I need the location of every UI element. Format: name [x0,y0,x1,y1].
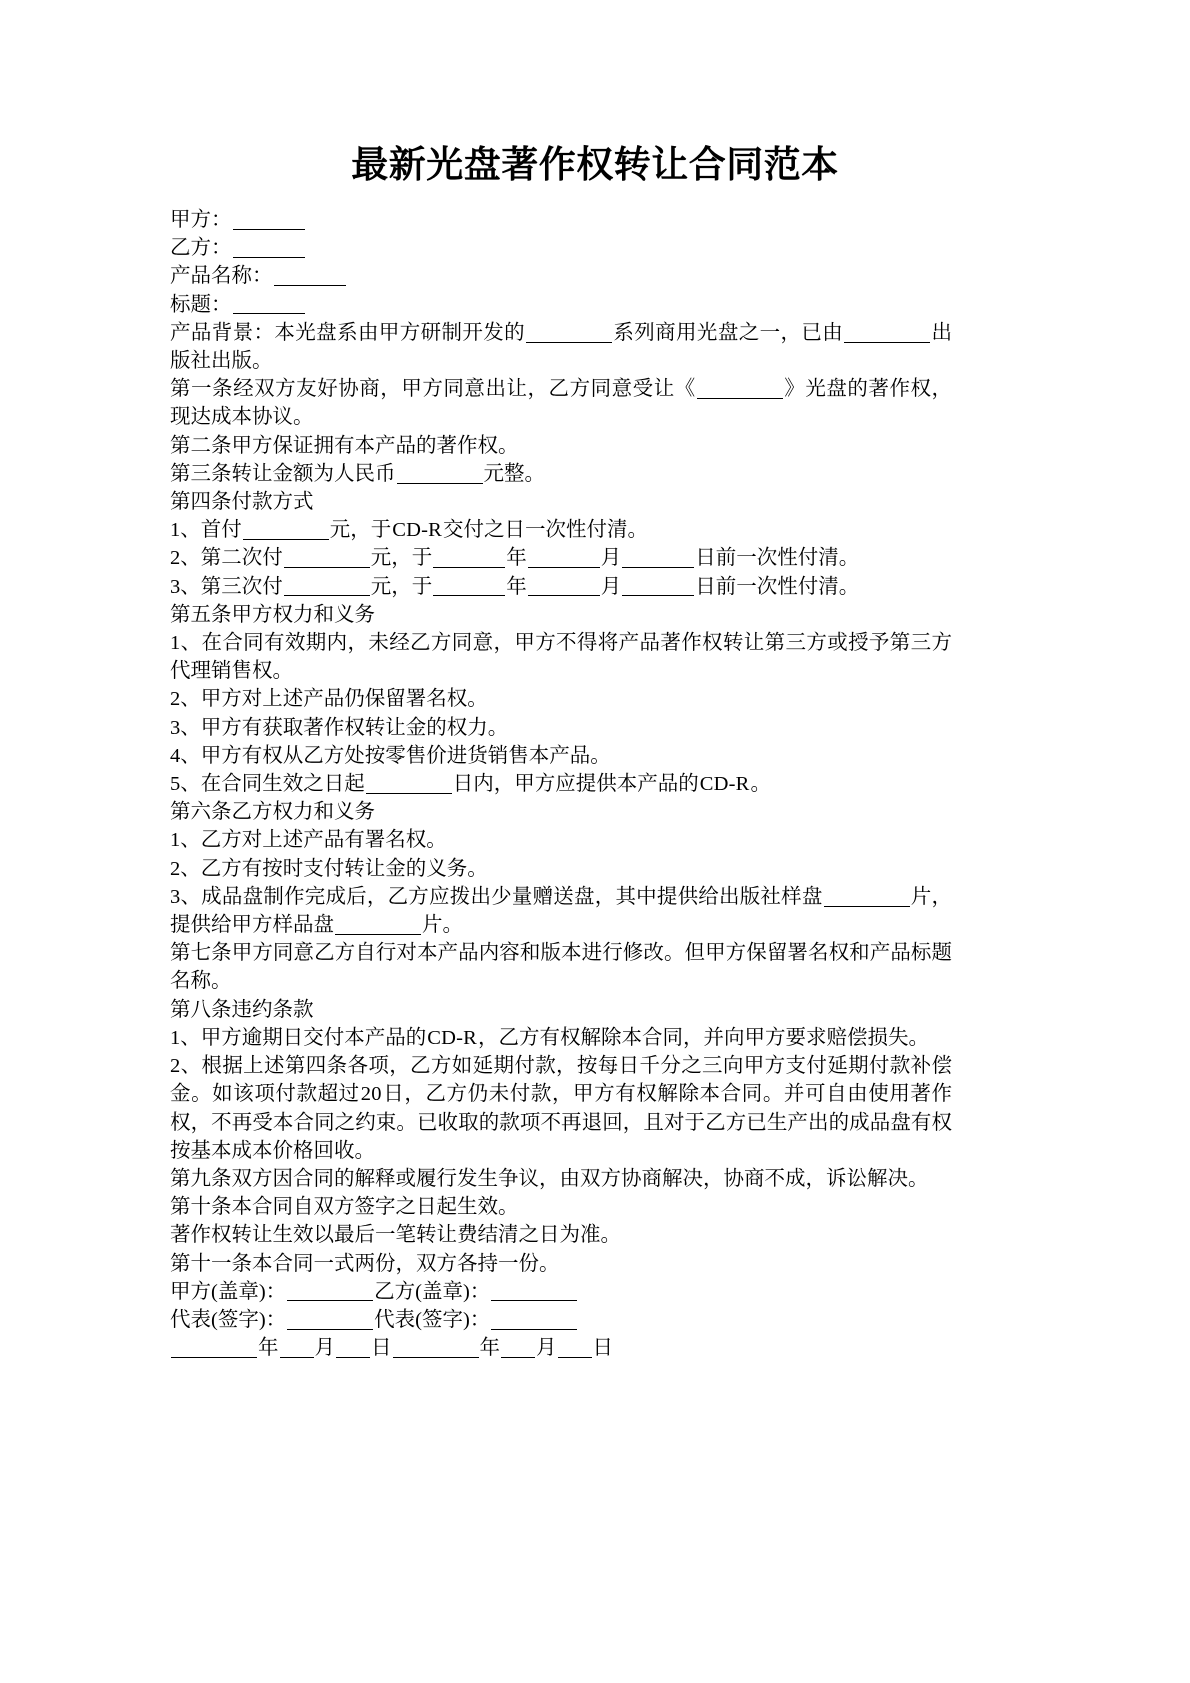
signature-party-b-date-year-blank[interactable] [393,1336,479,1358]
article-6-item-3-blank-publisher-samples[interactable] [824,885,910,907]
article-5-item-5-blank-days[interactable] [366,772,452,794]
article-8-item-1-text-2: ，乙方有权解除本合同，并向甲方要求赔偿损失。 [478,1026,930,1049]
signature-party-b-seal-label: 乙方(盖章)： [374,1280,491,1303]
field-party-a-blank[interactable] [233,208,305,230]
paragraph-article-5-item-2: 2、甲方对上述产品仍保留署名权。 [170,688,488,711]
signature-party-b-date-day-label: 日 [592,1337,613,1360]
signature-row-seal [170,1278,952,1306]
article-3-text-2: 元整。 [483,462,545,485]
signature-party-a-seal-blank[interactable] [287,1280,373,1302]
article-1-text-2: 》光盘的著作权，现达成本协议。 [170,378,953,429]
paragraph-article-9: 第九条双方因合同的解释或履行发生争议，由双方协商解决，协商不成，诉讼解决。 [170,1167,929,1190]
field-party-b-blank[interactable] [233,236,305,258]
cdr-label: CD-R [392,519,443,542]
background-text-1: 产品背景：本光盘系由甲方研制开发的 [170,321,526,344]
field-party-b [170,234,952,262]
article-4-item-3-blank-month[interactable] [528,575,600,597]
article-8-item-2-text-1: 2、根据上述第四条各项，乙方如延期付款，按每日千分之三向甲方支付延期付款补偿金。如该项付款超过 [170,1055,952,1106]
signature-party-a-date-year-blank[interactable] [171,1336,257,1358]
field-subject-title-blank[interactable] [233,293,305,315]
article-4-item-2-blank-year[interactable] [433,547,505,569]
heading-article-5: 第五条甲方权力和义务 [170,603,375,626]
article-3-text-1: 第三条转让金额为人民币 [170,462,396,485]
signature-party-b-rep-label: 代表(签字)： [374,1308,491,1331]
field-party-a-label: 甲方： [170,209,232,231]
article-4-item-1-text-1: 1、首付 [170,519,242,542]
article-4-item-2-text-3: 年 [506,547,527,570]
field-product-name-label: 产品名称： [170,265,273,288]
article-4-item-3-blank-year[interactable] [433,575,505,597]
field-subject-title [170,291,952,319]
signature-party-a-date-month-blank[interactable] [280,1336,314,1358]
article-6-item-3-blank-party-a-samples[interactable] [335,913,421,935]
signature-party-a-date-day-label: 日 [371,1337,392,1360]
article-4-item-1-blank-amount[interactable] [243,518,329,540]
article-6-item-3-text-2: 片，提供给甲方样品盘 [170,885,953,937]
paragraph-product-background [170,319,952,375]
paragraph-article-5-item-4: 4、甲方有权从乙方处按零售价进货销售本产品。 [170,744,611,767]
background-blank-series[interactable] [526,321,612,343]
signature-party-b-rep-blank[interactable] [491,1308,577,1330]
signature-party-b-date-month-blank[interactable] [501,1336,535,1358]
paragraph-article-6-item-2: 2、乙方有按时支付转让金的义务。 [170,857,488,880]
signature-row-date [170,1334,952,1362]
article-8-item-1-text-1: 1、甲方逾期日交付本产品的 [170,1026,427,1049]
article-4-item-2-text-5: 日前一次性付清。 [695,547,860,570]
heading-article-6: 第六条乙方权力和义务 [170,801,375,824]
paragraph-article-6-item-3 [170,883,952,939]
article-4-item-1-text-3: 交付之日一次性付清。 [443,519,649,542]
paragraph-article-5-item-5 [170,770,952,798]
signature-party-a-date-year-label: 年 [258,1337,279,1360]
field-product-name-blank[interactable] [274,265,346,287]
paragraph-article-7: 第七条甲方同意乙方自行对本产品内容和版本进行修改。但甲方保留署名权和产品标题名称。 [170,942,952,993]
article-4-item-3-text-4: 月 [600,575,622,598]
article-4-item-1-text-2: 元，于 [329,519,392,542]
article-5-item-5-text-1: 5、在合同生效之日起 [170,773,365,796]
article-4-item-2-blank-amount[interactable] [284,547,370,569]
field-party-b-label: 乙方： [170,237,232,260]
article-8-item-2-text-2: 日，乙方仍未付款，甲方有权解除本合同。并可自由使用著作权，不再受本合同之约束。已收取的款项不再退回，且对于乙方已生产出的成品盘有权按基本成本价格回收。 [170,1083,953,1162]
page-title: 最新光盘著作权转让合同范本 [351,145,839,186]
paragraph-article-3 [170,460,952,488]
paragraph-article-2: 第二条甲方保证拥有本产品的著作权。 [170,434,519,457]
article-1-blank-disc-name[interactable] [697,377,783,399]
paragraph-article-4-item-2 [170,544,952,572]
field-party-a [170,206,952,234]
article-5-item-5-text-2: 日内，甲方应提供本产品的 [452,773,699,796]
heading-article-4: 第四条付款方式 [170,491,314,514]
article-4-item-3-text-2: 元，于 [370,575,433,598]
paragraph-article-11: 第十一条本合同一式两份，双方各持一份。 [170,1252,560,1275]
signature-party-a-seal-label: 甲方(盖章)： [170,1280,287,1303]
article-4-item-3-text-3: 年 [506,575,527,598]
signature-party-a-rep-label: 代表(签字)： [170,1308,287,1331]
article-4-item-2-text-2: 元，于 [370,547,433,570]
paragraph-article-6-item-1: 1、乙方对上述产品有署名权。 [170,829,447,852]
cdr-label: CD-R [427,1026,478,1049]
signature-party-b-date-year-label: 年 [479,1337,500,1360]
paragraph-article-4-item-3 [170,573,952,601]
background-text-2: 系列商用光盘之一，已由 [613,321,844,344]
paragraph-article-10-note: 著作权转让生效以最后一笔转让费结清之日为准。 [170,1224,621,1247]
article-6-item-3-text-3: 片。 [422,914,463,937]
document-body [170,206,952,1362]
article-4-item-2-text-4: 月 [600,547,622,570]
paragraph-article-10: 第十条本合同自双方签字之日起生效。 [170,1196,519,1219]
signature-party-b-date-day-blank[interactable] [558,1336,592,1358]
signature-party-b-seal-blank[interactable] [491,1280,577,1302]
article-5-item-5-text-3: 。 [750,773,772,796]
article-4-item-2-blank-day[interactable] [622,547,694,569]
background-text-3: 出版社出版。 [170,321,953,373]
signature-party-a-rep-blank[interactable] [287,1308,373,1330]
paragraph-article-4-item-1 [170,516,952,544]
signature-party-b-date-month-label: 月 [536,1337,557,1360]
article-6-item-3-text-1: 3、成品盘制作完成后，乙方应拨出少量赠送盘，其中提供给出版社样盘 [170,885,823,908]
field-subject-title-label: 标题： [170,293,232,316]
article-3-blank-amount[interactable] [397,462,483,484]
cdr-label: CD-R [699,773,750,796]
paragraph-article-8-item-2 [170,1052,952,1165]
field-product-name [170,262,952,290]
article-8-item-2-days-value: 20 [360,1083,382,1106]
article-4-item-3-blank-day[interactable] [622,575,694,597]
article-4-item-2-text-1: 2、第二次付 [170,547,283,570]
paragraph-article-1 [170,375,952,431]
signature-row-representative [170,1306,952,1334]
article-4-item-3-text-1: 3、第三次付 [170,575,283,598]
background-blank-publisher[interactable] [844,321,930,343]
paragraph-article-8-item-1 [170,1024,952,1052]
article-4-item-3-blank-amount[interactable] [284,575,370,597]
article-4-item-2-blank-month[interactable] [528,547,600,569]
signature-party-a-date-day-blank[interactable] [336,1336,370,1358]
article-4-item-3-text-5: 日前一次性付清。 [695,575,860,598]
article-1-text-1: 第一条经双方友好协商，甲方同意出让，乙方同意受让《 [170,378,696,401]
signature-party-a-date-month-label: 月 [314,1337,335,1360]
heading-article-8: 第八条违约条款 [170,998,314,1021]
paragraph-article-5-item-1: 1、在合同有效期内，未经乙方同意，甲方不得将产品著作权转让第三方或授予第三方代理销售权。 [170,632,952,683]
paragraph-article-5-item-3: 3、甲方有获取著作权转让金的权力。 [170,716,509,739]
